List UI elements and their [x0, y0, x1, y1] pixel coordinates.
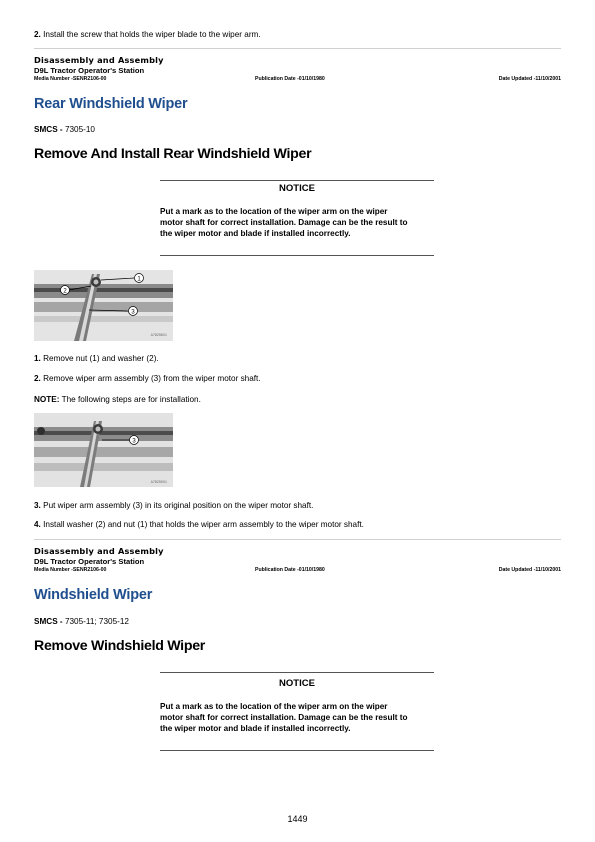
- media-number: Media Number -SENR2106-00: [34, 567, 107, 573]
- page-number: 1449: [287, 814, 308, 824]
- note: [34, 394, 201, 405]
- wiper-arm-photo: [34, 270, 173, 341]
- header-subtitle: D9L Tractor Operator's Station: [34, 557, 145, 566]
- step-text: Install the screw that holds the wiper blade to the wiper arm.: [40, 30, 261, 39]
- step-number: 2.: [34, 374, 41, 383]
- date-updated: Date Updated -11/10/2001: [498, 567, 561, 573]
- step-number: 1.: [34, 354, 41, 363]
- notice-text: [160, 206, 445, 239]
- section-divider: [34, 48, 561, 49]
- smcs-label: SMCS -: [34, 617, 65, 626]
- note-text: The following steps are for installation.: [59, 395, 201, 404]
- publication-date: Publication Date -01/10/1980: [255, 567, 325, 573]
- step-number: 3.: [34, 501, 41, 510]
- procedure-title: Remove And Install Rear Windshield Wiper: [34, 146, 312, 162]
- wiper-install-illustration: [34, 413, 173, 487]
- step-text: Install washer (2) and nut (1) that holds the wiper arm assembly to the wiper motor shaft.: [40, 520, 364, 529]
- notice-line: Put a mark as to the location of the wiper arm on the wiper: [160, 702, 388, 711]
- notice-top-rule: [160, 672, 434, 673]
- smcs-value: 7305-11; 7305-12: [64, 617, 129, 626]
- smcs-code: [34, 125, 95, 134]
- notice-text: [160, 701, 445, 734]
- step-text: Remove nut (1) and washer (2).: [40, 354, 159, 363]
- section-header: [34, 55, 561, 84]
- step-text: Remove wiper arm assembly (3) from the wiper motor shaft.: [40, 374, 261, 383]
- notice-line: motor shaft for correct installation. Damage can be the result to: [160, 713, 408, 722]
- notice-line: motor shaft for correct installation. Damage can be the result to: [160, 218, 408, 227]
- notice-line: the wiper motor and blade if installed incorrectly.: [160, 724, 351, 733]
- smcs-code: [34, 617, 129, 626]
- date-updated: Date Updated -11/10/2001: [498, 76, 561, 82]
- step-item: [34, 353, 159, 364]
- section-header: [34, 546, 561, 575]
- procedure-title: Remove Windshield Wiper: [34, 638, 206, 654]
- step-item: [34, 500, 313, 511]
- figure-callout: 2: [63, 288, 67, 295]
- notice-heading: NOTICE: [279, 678, 315, 689]
- section-divider: [34, 539, 561, 540]
- smcs-value: 7305-10: [64, 125, 95, 134]
- figure-callout: 3: [132, 438, 136, 445]
- figure-callout: 1: [137, 276, 141, 283]
- header-title: Disassembly and Assembly: [34, 546, 164, 556]
- notice-bottom-rule: [160, 750, 434, 751]
- wiper-install-photo: [34, 413, 173, 487]
- notice-heading: NOTICE: [279, 183, 315, 194]
- step-item: [34, 519, 364, 530]
- header-title: Disassembly and Assembly: [34, 55, 164, 65]
- notice-bottom-rule: [160, 255, 434, 256]
- section-title: Rear Windshield Wiper: [34, 96, 188, 112]
- figure-reference: A78259X1: [150, 480, 167, 484]
- publication-date: Publication Date -01/10/1980: [255, 76, 325, 82]
- note-label: NOTE:: [34, 395, 60, 404]
- step-text: Put wiper arm assembly (3) in its original position on the wiper motor shaft.: [40, 501, 314, 510]
- header-subtitle: D9L Tractor Operator's Station: [34, 66, 145, 75]
- media-number: Media Number -SENR2106-00: [34, 76, 107, 82]
- step-item: [34, 373, 261, 384]
- smcs-label: SMCS -: [34, 125, 65, 134]
- notice-line: Put a mark as to the location of the wiper arm on the wiper: [160, 207, 388, 216]
- step-number: 4.: [34, 520, 41, 529]
- step-number: 2.: [34, 30, 41, 39]
- step-item: [34, 29, 261, 40]
- figure-callout: 3: [131, 309, 135, 316]
- notice-line: the wiper motor and blade if installed incorrectly.: [160, 229, 351, 238]
- wiper-arm-illustration: [34, 270, 173, 341]
- section-title: Windshield Wiper: [34, 587, 153, 603]
- notice-top-rule: [160, 180, 434, 181]
- figure-reference: A78258X1: [150, 333, 167, 337]
